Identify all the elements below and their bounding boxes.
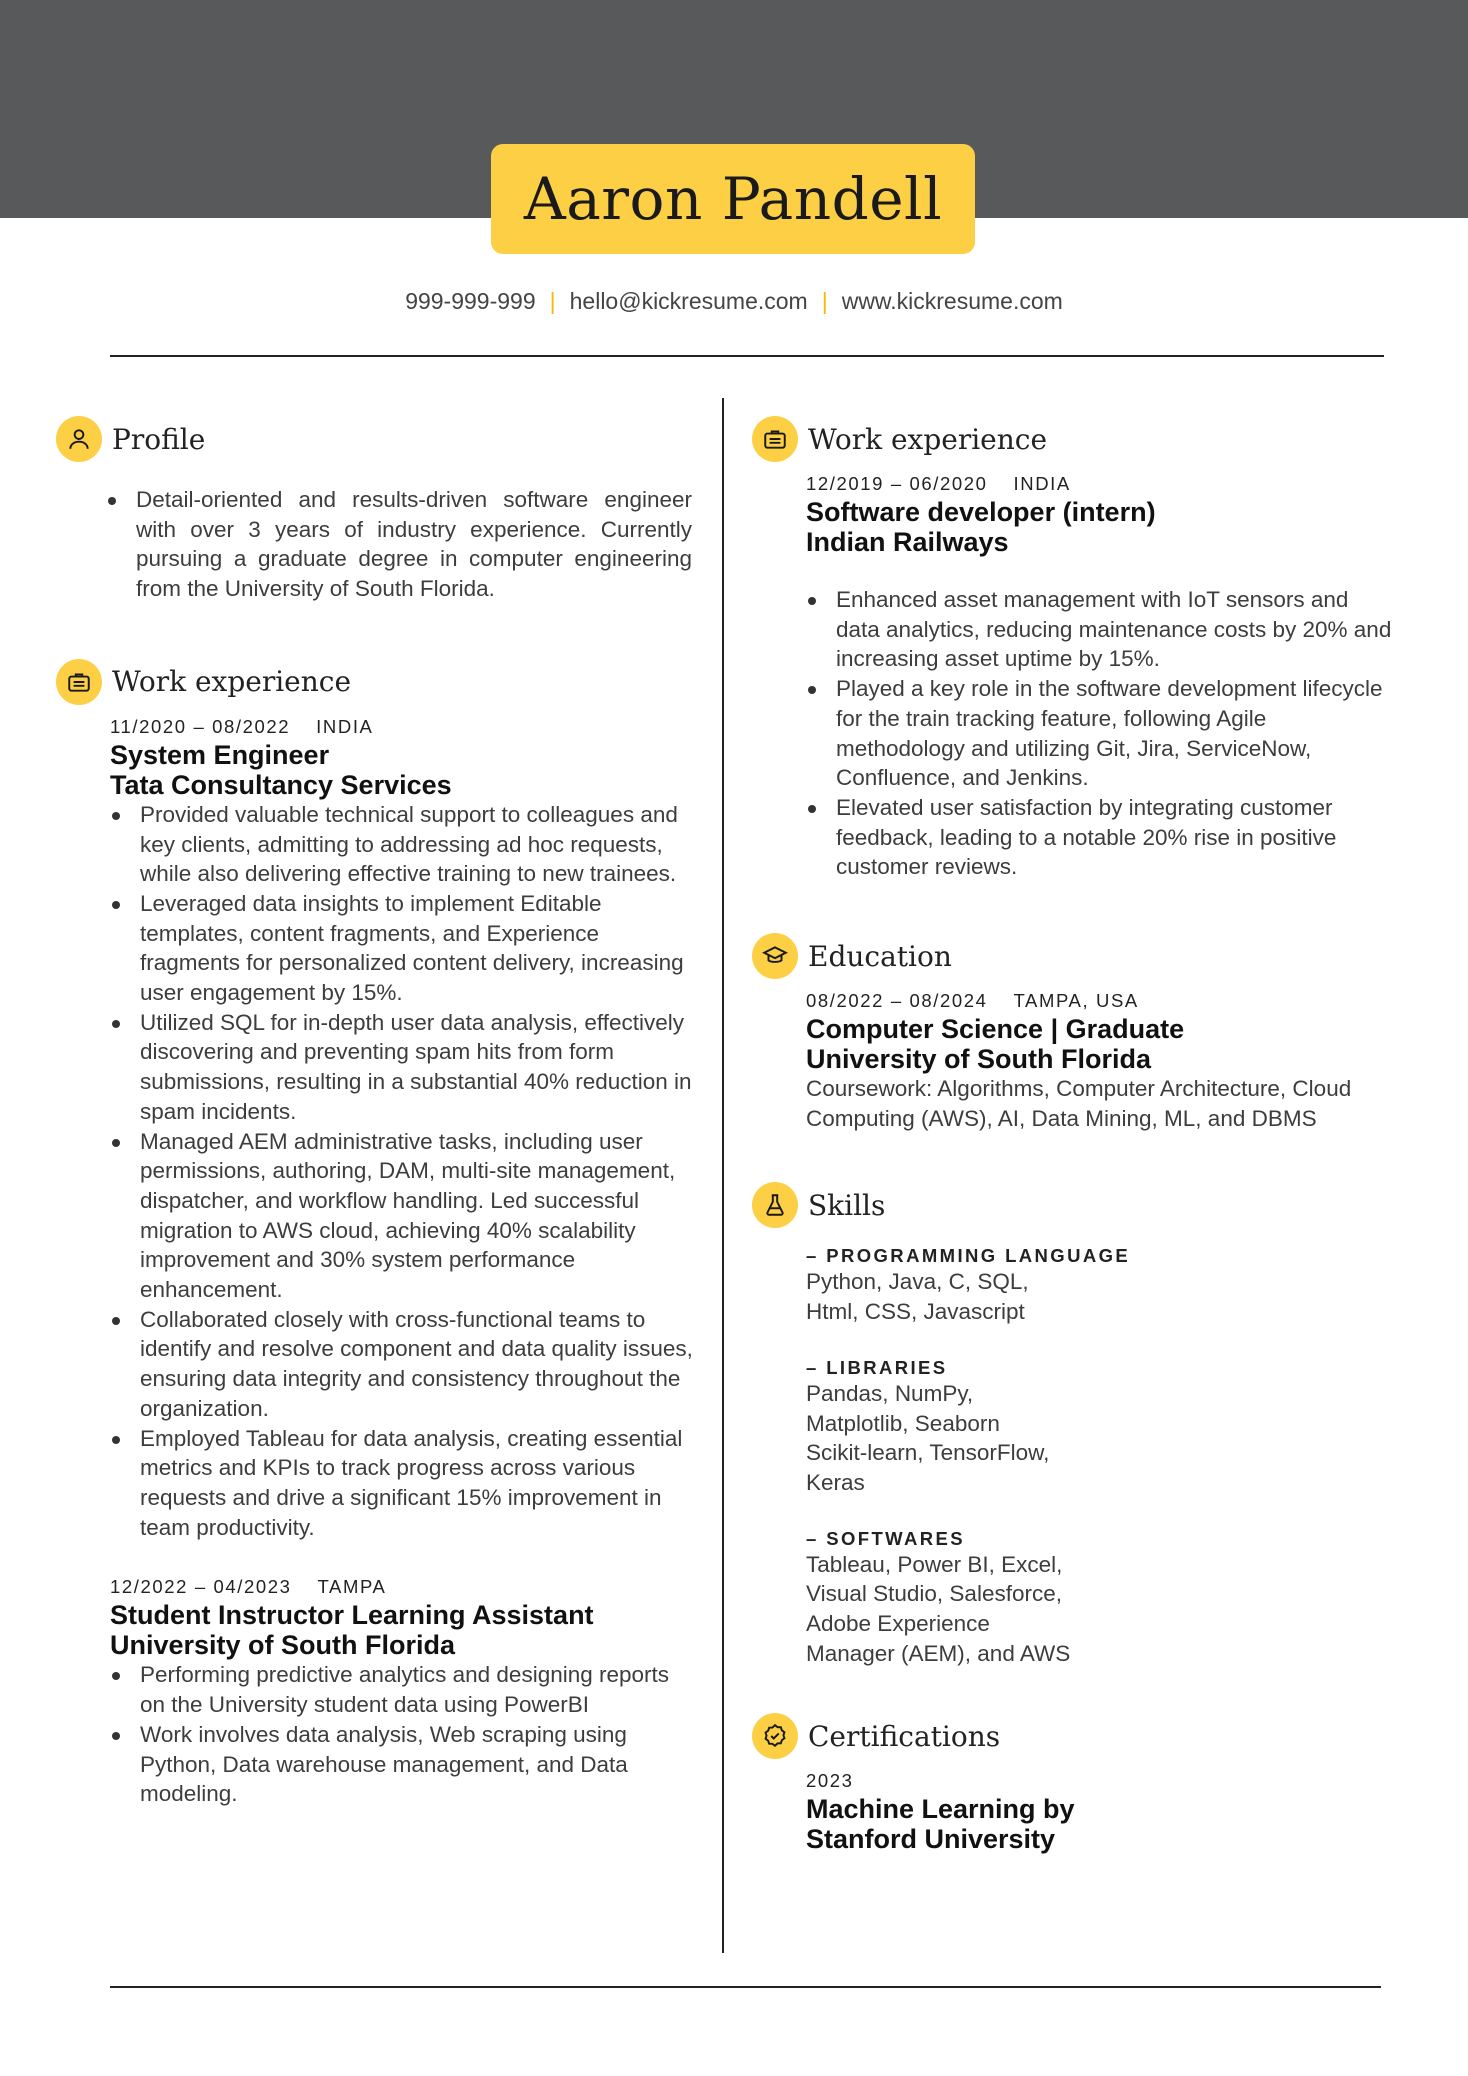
- left-column: [56, 415, 696, 1809]
- skill-line: Visual Studio, Salesforce,: [806, 1581, 1062, 1607]
- profile-heading: [56, 415, 696, 463]
- column-divider: [722, 398, 724, 1953]
- top-divider: [110, 355, 1384, 357]
- name-plate: [491, 144, 975, 254]
- job-bullets: [110, 1660, 700, 1809]
- section-title: Profile: [112, 422, 206, 456]
- list-item: Performing predictive analytics and designing reports on the University student data using PowerBI: [110, 1660, 700, 1719]
- briefcase-icon: [752, 416, 798, 462]
- list-item: Employed Tableau for data analysis, creating essential metrics and KPIs to track progress across various requests and drive a significant 15% improvement in team productivity.: [110, 1424, 700, 1543]
- job-bullets: [110, 800, 700, 1543]
- list-item: Played a key role in the software development lifecycle for the train tracking feature, following Agile methodology and utilizing Git, Jira, ServiceNow, Confluence, and Jenkins.: [806, 674, 1396, 793]
- job-meta: [110, 1576, 700, 1598]
- education-meta: [806, 990, 1396, 1012]
- candidate-name: Aaron Pandell: [523, 165, 943, 233]
- certification-year: 2023: [806, 1770, 854, 1792]
- skill-line: Pandas, NumPy,: [806, 1380, 974, 1406]
- job-location: INDIA: [1013, 473, 1071, 494]
- section-title: Education: [808, 939, 952, 973]
- education-dates: 08/2022 – 08/2024: [806, 990, 988, 1012]
- certification-issuer: Stanford University: [806, 1824, 1056, 1855]
- graduation-cap-icon: [752, 933, 798, 979]
- flask-icon: [752, 1182, 798, 1228]
- work-heading: [56, 658, 696, 706]
- email[interactable]: hello@kickresume.com: [569, 288, 808, 314]
- skill-group: [806, 1528, 1396, 1669]
- skill-line: Keras: [806, 1469, 865, 1495]
- skill-line: Matplotlib, Seaborn: [806, 1410, 1000, 1436]
- briefcase-icon: [56, 659, 102, 705]
- education-entry: [806, 990, 1396, 1133]
- profile-bullets: [106, 485, 692, 604]
- education-location: TAMPA, USA: [1013, 990, 1139, 1012]
- list-item: Managed AEM administrative tasks, including user permissions, authoring, DAM, multi-site management, dispatcher, and workflow handling. Led successful migration to AWS cloud, achieving 40% scalability improvement and 30% system performance enhancement.: [110, 1127, 700, 1305]
- job-entry: [110, 1576, 700, 1809]
- work-heading: [752, 415, 1392, 463]
- job-entry: [806, 473, 1396, 882]
- skills-heading: [752, 1181, 1392, 1229]
- school: University of South Florida: [806, 1044, 1152, 1075]
- job-dates: 12/2019 – 06/2020: [806, 473, 988, 494]
- job-role: Software developer (intern): [806, 497, 1156, 527]
- list-item: Elevated user satisfaction by integrating customer feedback, leading to a notable 20% rise in positive customer reviews.: [806, 793, 1396, 882]
- person-icon: [56, 416, 102, 462]
- list-item: Detail-oriented and results-driven software engineer with over 3 years of industry experience. Currently pursuing a graduate degree in computer engineering from the University of South Florida.: [106, 485, 692, 604]
- list-item: Utilized SQL for in-depth user data analysis, effectively discovering and preventing spam hits from form submissions, resulting in a substantial 40% reduction in spam incidents.: [110, 1008, 700, 1127]
- skill-line: Python, Java, C, SQL,: [806, 1269, 1029, 1295]
- degree: Computer Science | Graduate: [806, 1014, 1185, 1045]
- section-title: Skills: [808, 1188, 886, 1222]
- website[interactable]: www.kickresume.com: [841, 288, 1063, 314]
- job-role: Student Instructor Learning Assistant: [110, 1600, 594, 1631]
- section-title: Work experience: [112, 665, 352, 699]
- skill-category: – SOFTWARES: [806, 1527, 965, 1549]
- job-bullets: [806, 585, 1396, 882]
- list-item: Provided valuable technical support to colleagues and key clients, admitting to addressing ad hoc requests, while also delivering effective training to new trainees.: [110, 800, 700, 889]
- separator: |: [821, 288, 828, 314]
- job-entry: [110, 716, 700, 1543]
- section-title: Certifications: [808, 1719, 1001, 1753]
- job-role: System Engineer: [110, 739, 330, 770]
- job-dates: 11/2020 – 08/2022: [110, 715, 291, 737]
- skill-line: Adobe Experience: [806, 1611, 990, 1637]
- separator: |: [549, 288, 556, 314]
- list-item: Collaborated closely with cross-functional teams to identify and resolve component and data quality issues, ensuring data integrity and consistency throughout the organization.: [110, 1305, 700, 1424]
- skill-line: Tableau, Power BI, Excel,: [806, 1551, 1063, 1577]
- certification-name: Machine Learning by: [806, 1794, 1075, 1825]
- badge-icon: [752, 1713, 798, 1759]
- contact-line: [0, 288, 1468, 315]
- list-item: Enhanced asset management with IoT sensors and data analytics, reducing maintenance costs by 20% and increasing asset uptime by 15%.: [806, 585, 1396, 674]
- skills-list: [806, 1245, 1396, 1668]
- job-location: INDIA: [316, 715, 374, 737]
- job-meta: [806, 473, 1396, 495]
- job-meta: [110, 716, 700, 738]
- skill-category: – PROGRAMMING LANGUAGE: [806, 1245, 1131, 1267]
- job-dates: 12/2022 – 04/2023: [110, 1576, 292, 1598]
- coursework: Coursework: Algorithms, Computer Architecture, Cloud Computing (AWS), AI, Data Mining, ML, and DBMS: [806, 1076, 1352, 1131]
- job-location: TAMPA: [317, 1576, 387, 1598]
- education-heading: [752, 932, 1392, 980]
- job-org: Tata Consultancy Services: [110, 769, 452, 800]
- list-item: Work involves data analysis, Web scraping using Python, Data warehouse management, and Data modeling.: [110, 1720, 700, 1809]
- phone[interactable]: 999-999-999: [405, 288, 536, 314]
- skill-group: [806, 1357, 1396, 1498]
- right-column: [752, 415, 1392, 1854]
- skill-line: Html, CSS, Javascript: [806, 1299, 1025, 1325]
- certification-entry: [806, 1770, 1396, 1854]
- job-org: University of South Florida: [110, 1630, 456, 1661]
- skill-category: – LIBRARIES: [806, 1356, 948, 1378]
- section-title: Work experience: [808, 422, 1048, 456]
- list-item: Leveraged data insights to implement Editable templates, content fragments, and Experience fragments for personalized content delivery, increasing user engagement by 15%.: [110, 889, 700, 1008]
- bottom-divider: [110, 1986, 1381, 1988]
- skill-line: Manager (AEM), and AWS: [806, 1640, 1071, 1666]
- certifications-heading: [752, 1712, 1392, 1760]
- skill-group: [806, 1245, 1396, 1326]
- job-org: Indian Railways: [806, 527, 1009, 557]
- skill-line: Scikit-learn, TensorFlow,: [806, 1440, 1050, 1466]
